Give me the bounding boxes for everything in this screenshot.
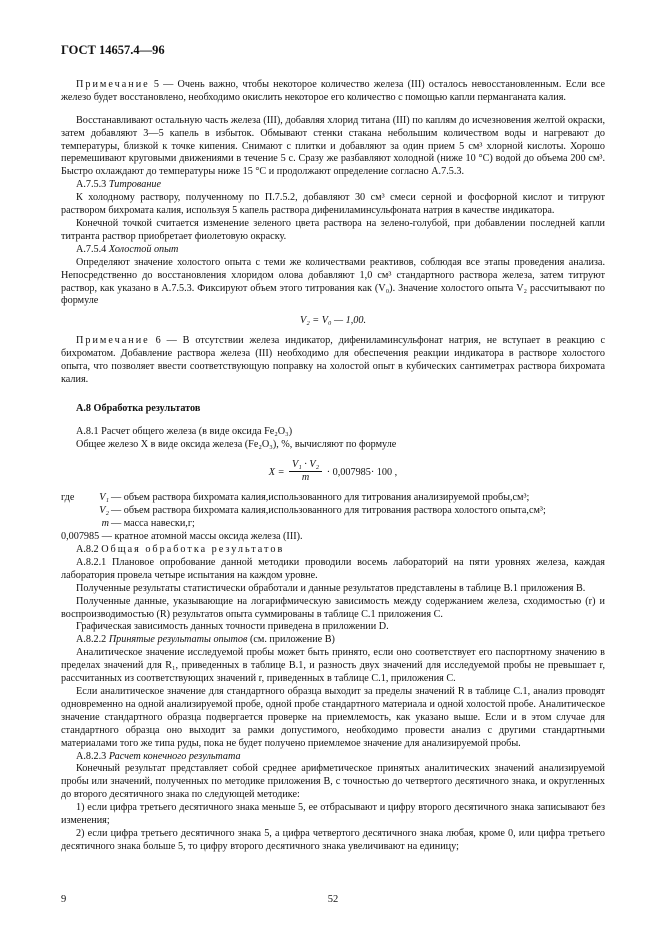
note-label: Примечание: [76, 78, 150, 90]
page-number: 52: [327, 894, 339, 905]
list-item: 1) если цифра третьего десятичного знака меньше 5, ее отбрасывают и цифру второго десятичного знака записывают без изменения;: [61, 802, 605, 827]
paragraph: А.8.1 Расчет общего железа (в виде оксида Fe₂O₃): [76, 425, 293, 437]
section-heading-a822: А.8.2.2 Принятые результаты опытов (см. приложение В): [76, 634, 335, 646]
paragraph: Полученные результаты статистически обработали и данные результатов представлены в таблице В.1 приложения В.: [76, 582, 586, 594]
note-5: Примечание 5 — Очень важно, чтобы некоторое количество железа (III) осталось невосстановленным. Если все железо будет восстановлено, необходимо окислить некоторое его количество с помощью капли перманганата калия.: [61, 78, 605, 103]
section-heading-a8: А.8 Обработка результатов: [76, 402, 201, 414]
formula-fraction: $\frac{\text{V₁ · V₂}}{m}$: [289, 459, 322, 486]
paragraph: Конечной точкой считается изменение зеленого цвета раствора на зелено-голубой, при добавлении последней капли титранта раствор приобретает фиолетовую окраску.: [61, 217, 605, 242]
paragraph: Графическая зависимость данных точности приведена в приложении D.: [76, 621, 389, 633]
formula-x: X = $\frac{\text{V₁ · V₂}}{m}$ · 0,007985· 100 ,: [268, 458, 398, 484]
definition-coefficient: 0,007985 — кратное атомной массы оксида железа (III).: [61, 531, 303, 543]
formula-v2: V₂ = V₀ — 1,00.: [299, 315, 367, 327]
paragraph: Полученные данные, указывающие на логарифмическую зависимость между содержанием железа, сходимостью (r) и воспроизводимостью (R) результатов опыта суммированы в таблице С.1 приложения С.: [61, 595, 605, 620]
paragraph: Общее железо X в виде оксида железа (Fe₂O₃), %, вычисляют по формуле: [76, 438, 397, 450]
paragraph: К холодному раствору, полученному по П.7.5.2, добавляют 30 см³ смеси серной и фосфорной кислот и титруют раствором бихромата калия, используя 5 капель раствора дифениламинсульфоната натрия в качестве индикатора.: [61, 192, 605, 217]
definition-row: m — масса навески,г;: [101, 518, 195, 530]
definition-row: V₂ — объем раствора бихромата калия,использованного для титрования раствора холостого опыта,см³;: [99, 505, 546, 517]
list-item: 2) если цифра третьего десятичного знака 5, а цифра четвертого десятичного знака любая, кроме 0, или цифра третьего десятичного знака больше 5, то цифру второго десятичного знака увеличивают на единицу;: [61, 827, 605, 852]
paragraph: Если аналитическое значение для стандартного образца выходит за пределы значений R в таблице С.1, анализ проводят одновременно на одной анализируемой пробе, одной пробе стандартного материала и одной холостой пробе. Аналитическое значение стандартного образца подвергается проверке на приемлемость, как указано выше. Если и в этом случае для стандартного образца оно выходит за рамки допустимого, необходимо провести анализ с другими стандартными материалами того же типа руды, пока не будет получено приемлемое значение для анализируемой пробы.: [61, 685, 605, 749]
section-heading-a82: А.8.2 Общая обработка результатов: [76, 544, 285, 555]
section-heading-a754: А.7.5.4 Холостой опыт: [76, 243, 179, 255]
page-header: ГОСТ 14657.4—96: [61, 43, 165, 57]
note-6: Примечание 6 — В отсутствии железа индикатор, дифениламинсульфонат натрия, не вступает в реакцию с бихроматом. Добавление раствора железа (III) необходимо для обеспечения реакции индикатора в растворе холостого опыта, что позволяет ввести соответствующую поправку на холостой опыт в кубических сантиметрах раствора бихромата калия.: [61, 335, 605, 385]
document-page: [61, 44, 605, 854]
paragraph: Определяют значение холостого опыта с теми же количествами реактивов, соблюдая все этапы проведения анализа. Непосредственно до восстановления хлоридом олова добавляют 1,0 см³ стандартного раствора железа, затем титруют раствор, как указано в А.7.5.3. Фиксируют объем этого титрования как (V₀). Значение холостого опыта V₂ рассчитывают по формуле: [61, 256, 605, 307]
note-label: Примечание: [76, 335, 150, 347]
paragraph: Восстанавливают остальную часть железа (III), добавляя хлорид титана (III) по каплям до исчезновения желтой окраски, затем добавляют 3—5 капель в избыток. Обмывают стенки стакана небольшим количеством воды и нагревают до температуры, близкой к точке кипения. Снимают с плитки и добавляют за один прием 5 см³ хлорной кислоты. Хорошо перемешивают круговыми движениями в течение 5 с. Сразу же разбавляют холодной (ниже 10 °С) водой до объема 200 см³. Быстро охлаждают до температуры ниже 15 °С и продолжают определение согласно А.7.5.3.: [61, 114, 605, 178]
footer-issue-number: 9: [61, 894, 67, 905]
paragraph: А.8.2.1 Плановое опробование данной методики проводили восемь лабораторий на пяти уровнях железа, каждая лаборатория провела четыре испытания на каждом уровне.: [61, 556, 605, 581]
paragraph: Аналитическое значение исследуемой пробы может быть принято, если оно соответствует его паспортному значению в пределах значений для R₁, приведенных в таблице В.1, и разность двух значений для исследуемой пробы не превышает r, рассчитанных из соответствующих значений r, приведенных в таблице С.1, приложения С.: [61, 647, 605, 685]
definition-row: где V₁ — объем раствора бихромата калия,использованного для титрования анализируемой пробы,см³;: [61, 492, 530, 504]
paragraph: Конечный результат представляет собой среднее арифметическое принятых аналитических значений анализируемой пробы или значений, полученных по методике приложения В, с точностью до четвертого десятичного знака, и округленных до второго десятичного знака по следующей методике:: [61, 763, 605, 801]
section-heading-a753: А.7.5.3 Титрование: [76, 179, 162, 191]
section-heading-a823: А.8.2.3 Расчет конечного результата: [76, 750, 241, 762]
